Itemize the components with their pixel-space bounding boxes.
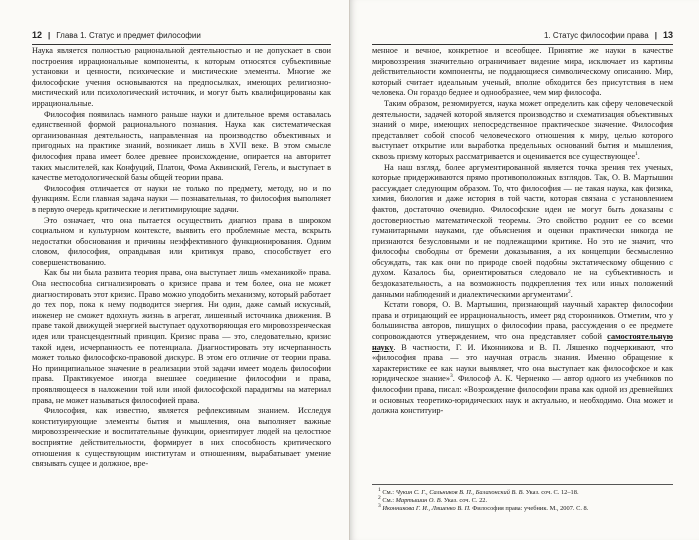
- header-separator: |: [654, 30, 657, 40]
- page-number: 12: [32, 30, 43, 40]
- emphasized-term: самостоятельную науку: [372, 332, 673, 352]
- footnote-prefix: См.:: [382, 489, 396, 496]
- left-page: [0, 0, 349, 540]
- footnote-mark: 1: [378, 486, 381, 493]
- footnote-text: Указ. соч. С. 22.: [442, 497, 488, 505]
- footnote-ref: 3: [450, 373, 453, 380]
- paragraph: Философия, как известно, является рефлексивным знанием. Исследуя конституирующие элементы бытия и мышления, она выполняет важные мировоззренческие и воспитательные функции, ориентирует людей на целостное восприятие действительности, формирует в них способность критического отношения к существующим институтам и отношениям, вырабатывает умение связывать сущее и должное, вре-: [32, 406, 331, 469]
- footnote-text: Философия права: учебник. М., 2007. С. 8.: [470, 505, 589, 513]
- footnote-author: Иконникова Г. И., Ляшенко В. П.: [382, 505, 471, 513]
- footnote-author: Чукин С. Г., Сальников В. П., Балахонский В. В.: [395, 489, 525, 496]
- paragraph: Философия отличается от науки не только по предмету, методу, но и по функциям. Если главная задача науки — познавательная, то философия выполняет в первую очередь критические и легитимирующие задачи.: [32, 183, 331, 214]
- footnote-text: Указ. соч. С. 12–18.: [524, 489, 579, 496]
- paragraph: Это означает, что она пытается осуществить диагноз права в широком социальном и культурном контексте, выявить его проблемные места, вскрыть недостатки обоснования и причины неэффективного функционирования. Одним словом, философия, оправдывая или критикуя право, способствует его совершенствованию.: [32, 215, 331, 267]
- text-run: . В частности, Г. И. Иконникова и В. П. Ляшенко подчеркивают, что «философия права — это научная отрасль знания. Именно обращение к характеристике ее как науки выявляет, что она выступает как философское и как юридическое знание»: [372, 342, 673, 384]
- footnote: [372, 486, 673, 497]
- footnote: [372, 505, 673, 513]
- footnote-prefix: См.:: [382, 497, 396, 505]
- footnotes: [372, 484, 673, 514]
- paragraph: менное и вечное, конкретное и всеобщее. Принятие же науки в качестве мировоззрения значительно ограничивает видение мира, исключает из картины действительности компоненты, не поддающиеся символическому описанию. Мир, который считает идеальным ученый, вполне обходится без присутствия в нем человека. Он гораздо беднее и однообразнее, чем мир философа.: [372, 46, 673, 98]
- running-head-title: Глава 1. Статус и предмет философии: [56, 30, 201, 40]
- right-running-header: [372, 28, 673, 45]
- text-run: Кстати говоря, О. В. Мартышин, признающий научный характер философии права и отрицающий ее иррациональность, имеет ряд сторонников. Отметим, что у большинства авторов, пишущих о философии права, рассуждения о ее предмете сопровождаются утверждением, что она представляет собой: [372, 300, 673, 342]
- text-run: Таким образом, резюмируется, наука может определить как сферу человеческой деятельности, задачей которой является производство и схематизация объективных знаний о мире, имеющих непосредственное практическое значение. Философия представляет собой способ человеческого отношения к миру, целью которого выступает открытие или выработка предельных оснований бытия и мышления, сквозь призму которых рассматривается и оценивается все существующее: [372, 98, 673, 161]
- text-run: .: [570, 289, 573, 299]
- footnote-mark: 2: [378, 495, 381, 502]
- right-body-text: [372, 46, 673, 417]
- left-body-text: [32, 46, 331, 470]
- text-run: . Философ А. К. Черненко — автор одного из учебников по философии права, писал: «Возрождение философии права как одной из древнейших и основных теоретико-юридических наук и актуально, и необходимо. Она может и должна конституир-: [372, 374, 674, 416]
- footnote-author: Мартышин О. В.: [395, 497, 443, 505]
- paragraph: [372, 99, 673, 163]
- text-run: На наш взгляд, более аргументированной является точка зрения тех ученых, которые придерживаются прямо противоположных взглядов. Так, О. В. Мартышин рассуждает следующим образом. То, что философия — не такая наука, как физика, химия, биология и даже история в той части, которая связана с установлением фактов, достаточно очевидно. Философские идеи не могут быть доказаны с достоверностью математической теоремы. Это свойство роднит ее со всеми гуманитарными науками, где объяснения и оценки практически никогда не признаются безусловными и не подлежащими критике. Но это не значит, что философы свободны от бремени доказывания, а их концепции бесмысленно обсуждать, так как они по природе своей подобны экстатическому общению с духом. Казалось бы, ориентироваться следовало не на субъективность и бездоказательность, а на возможность подкрепления тех или иных положений данными наблюдений и диалектическими аргументами: [372, 162, 673, 299]
- right-page: [350, 0, 699, 540]
- page-number: 13: [662, 30, 673, 40]
- paragraph: [372, 300, 673, 417]
- text-run: .: [637, 151, 640, 161]
- footnote-mark: 3: [378, 503, 381, 510]
- paragraph: Наука является полностью рациональной деятельностью и не допускает в свои построения иррациональные компоненты, к которым относятся субъективные установки и ценности, психические и мистические элементы. Многие же философские учения основываются на предпосылках, имеющих религиозно-мистический или психологический источник, и могут быть квалифицированы как иррациональные.: [32, 46, 331, 108]
- footnote-ref: 2: [567, 288, 571, 295]
- header-separator: |: [48, 30, 51, 40]
- paragraph: [372, 163, 673, 301]
- paragraph: Философия появилась намного раньше науки и длительное время оставалась единственной формой рационального познания. Наука как систематическая организованная деятельность, направленная на производство объективных и пригодных на практике знаний, возникает лишь в XVII веке. В этом смысле философия права имеет более древнее происхождение, опирается на авторитет таких мыслителей, как Конфуций, Платон, Фома Аквинский, Гегель, и выступает в качестве методологической базы общей теории права.: [32, 109, 331, 183]
- left-running-header: [32, 28, 331, 45]
- paragraph: Как бы ни была развита теория права, она выступает лишь «механикой» права. Она неспособна сигнализировать о кризисе права и тем более, она не может диагностировать этот кризис. Право можно уподобить механизму, который работает до тех пор, пока к нему подводится энергия. Ни один, даже самый искусный, инженер не сможет вдохнуть жизнь в агрегат, лишенный источника движения. В праве такой движущей энергией выступает одухотворяющая его мировоззренческая идея или трансцендентный принцип. Кризис права — это, следовательно, кризис такой идеи, исчерпанность ее потенциала. Диагностировать эту исчерпанность может только философско-правовой дискурс. В этом его отличие от теории права. Но принципиальное значение в реализации этой задачи имеет модель философии права. Практикуемое иногда внешнее соединение философии и права, проявляющееся в наложении той или иной философской парадигмы на материал права, не может называться философией права.: [32, 268, 331, 405]
- footnote-ref: 1: [635, 151, 638, 158]
- running-head-title: 1. Статус философии права: [543, 30, 649, 40]
